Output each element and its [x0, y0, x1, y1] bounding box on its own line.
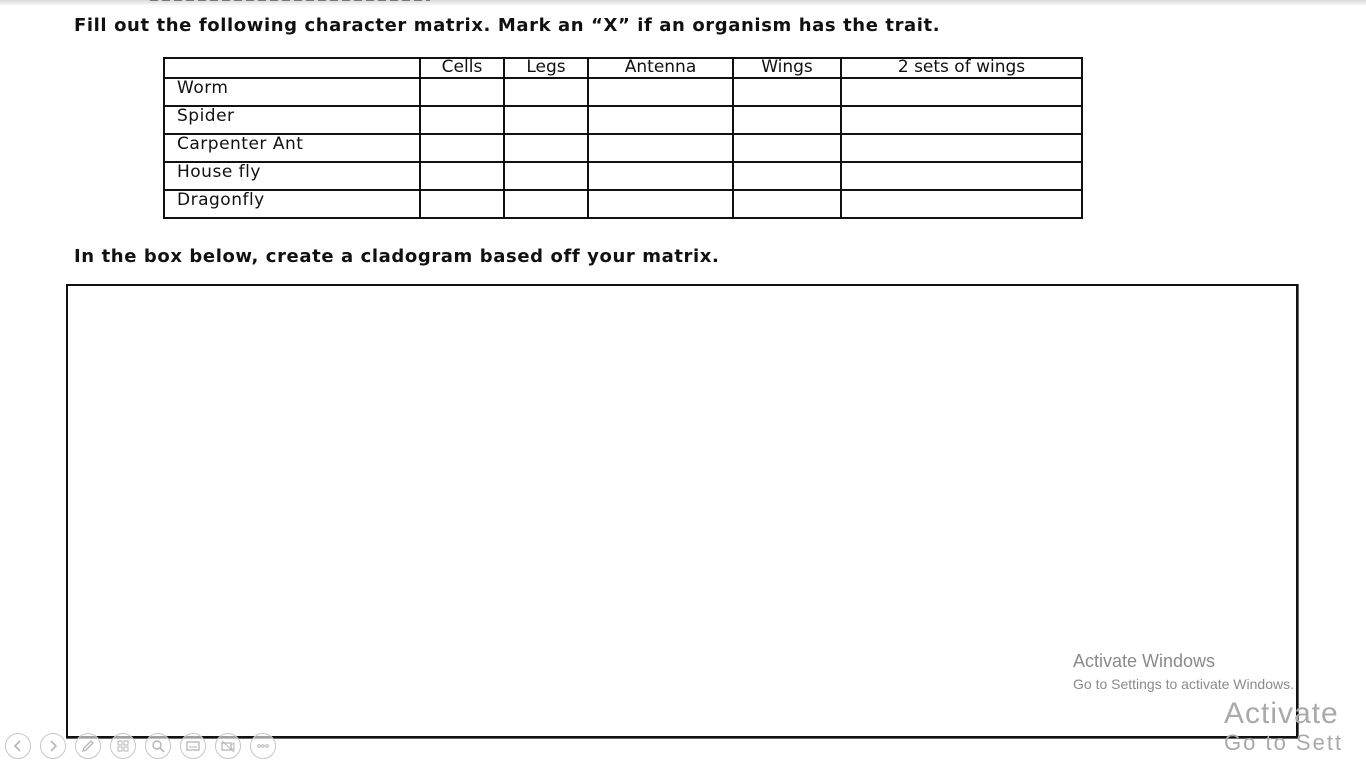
subtitles-icon [185, 738, 201, 754]
trait-cell [588, 134, 733, 162]
trait-cell [733, 162, 841, 190]
header-antenna: Antenna [588, 58, 733, 78]
next-icon [45, 738, 61, 754]
zoom-icon [150, 738, 166, 754]
header-legs: Legs [504, 58, 588, 78]
trait-cell [733, 134, 841, 162]
header-wings: Wings [733, 58, 841, 78]
organism-name: Worm [164, 78, 420, 106]
trait-cell [733, 78, 841, 106]
camera-off-icon [220, 738, 236, 754]
header-two-sets-of-wings: 2 sets of wings [841, 58, 1082, 78]
more-icon [255, 738, 271, 754]
table-row [164, 78, 1082, 106]
matrix-header-row [164, 58, 1082, 78]
trait-cell [733, 106, 841, 134]
trait-cell [504, 162, 588, 190]
watermark-large-title: Activate [1224, 698, 1339, 730]
organism-name: Dragonfly [164, 190, 420, 218]
trait-cell [841, 78, 1082, 106]
trait-cell [841, 190, 1082, 218]
trait-cell [841, 106, 1082, 134]
table-row [164, 190, 1082, 218]
watermark-large-subtitle: Go to Sett [1224, 730, 1344, 755]
character-matrix-table [163, 57, 1083, 219]
camera-toggle-button[interactable] [215, 733, 241, 759]
trait-cell [504, 106, 588, 134]
table-row [164, 134, 1082, 162]
watermark-subtitle: Go to Settings to activate Windows. [1073, 676, 1294, 692]
previous-icon [10, 738, 26, 754]
trait-cell [733, 190, 841, 218]
table-row [164, 106, 1082, 134]
clipped-previous-text [150, 0, 430, 4]
trait-cell [504, 78, 588, 106]
trait-cell [420, 134, 504, 162]
next-slide-button[interactable] [40, 733, 66, 759]
activate-windows-watermark [1073, 651, 1294, 692]
previous-slide-button[interactable] [5, 733, 31, 759]
table-row [164, 162, 1082, 190]
cladogram-instruction: In the box below, create a cladogram based off your matrix. [74, 246, 720, 267]
trait-cell [504, 134, 588, 162]
header-cells: Cells [420, 58, 504, 78]
trait-cell [588, 78, 733, 106]
trait-cell [841, 134, 1082, 162]
zoom-button[interactable] [145, 733, 171, 759]
trait-cell [588, 190, 733, 218]
trait-cell [588, 106, 733, 134]
trait-cell [420, 78, 504, 106]
watermark-title: Activate Windows [1073, 651, 1216, 671]
pen-icon [80, 738, 96, 754]
activate-windows-watermark-large [1224, 698, 1366, 756]
trait-cell [841, 162, 1082, 190]
subtitles-button[interactable] [180, 733, 206, 759]
matrix-instruction: Fill out the following character matrix. Mark an “X” if an organism has the trait. [74, 15, 941, 36]
organism-name: Spider [164, 106, 420, 134]
trait-cell [420, 162, 504, 190]
slideshow-toolbar [5, 733, 276, 759]
trait-cell [504, 190, 588, 218]
trait-cell [420, 190, 504, 218]
organism-name: House fly [164, 162, 420, 190]
trait-cell [420, 106, 504, 134]
trait-cell [588, 162, 733, 190]
more-options-button[interactable] [250, 733, 276, 759]
header-organism [164, 58, 420, 78]
slides-icon [115, 738, 131, 754]
pen-tool-button[interactable] [75, 733, 101, 759]
see-all-slides-button[interactable] [110, 733, 136, 759]
organism-name: Carpenter Ant [164, 134, 420, 162]
